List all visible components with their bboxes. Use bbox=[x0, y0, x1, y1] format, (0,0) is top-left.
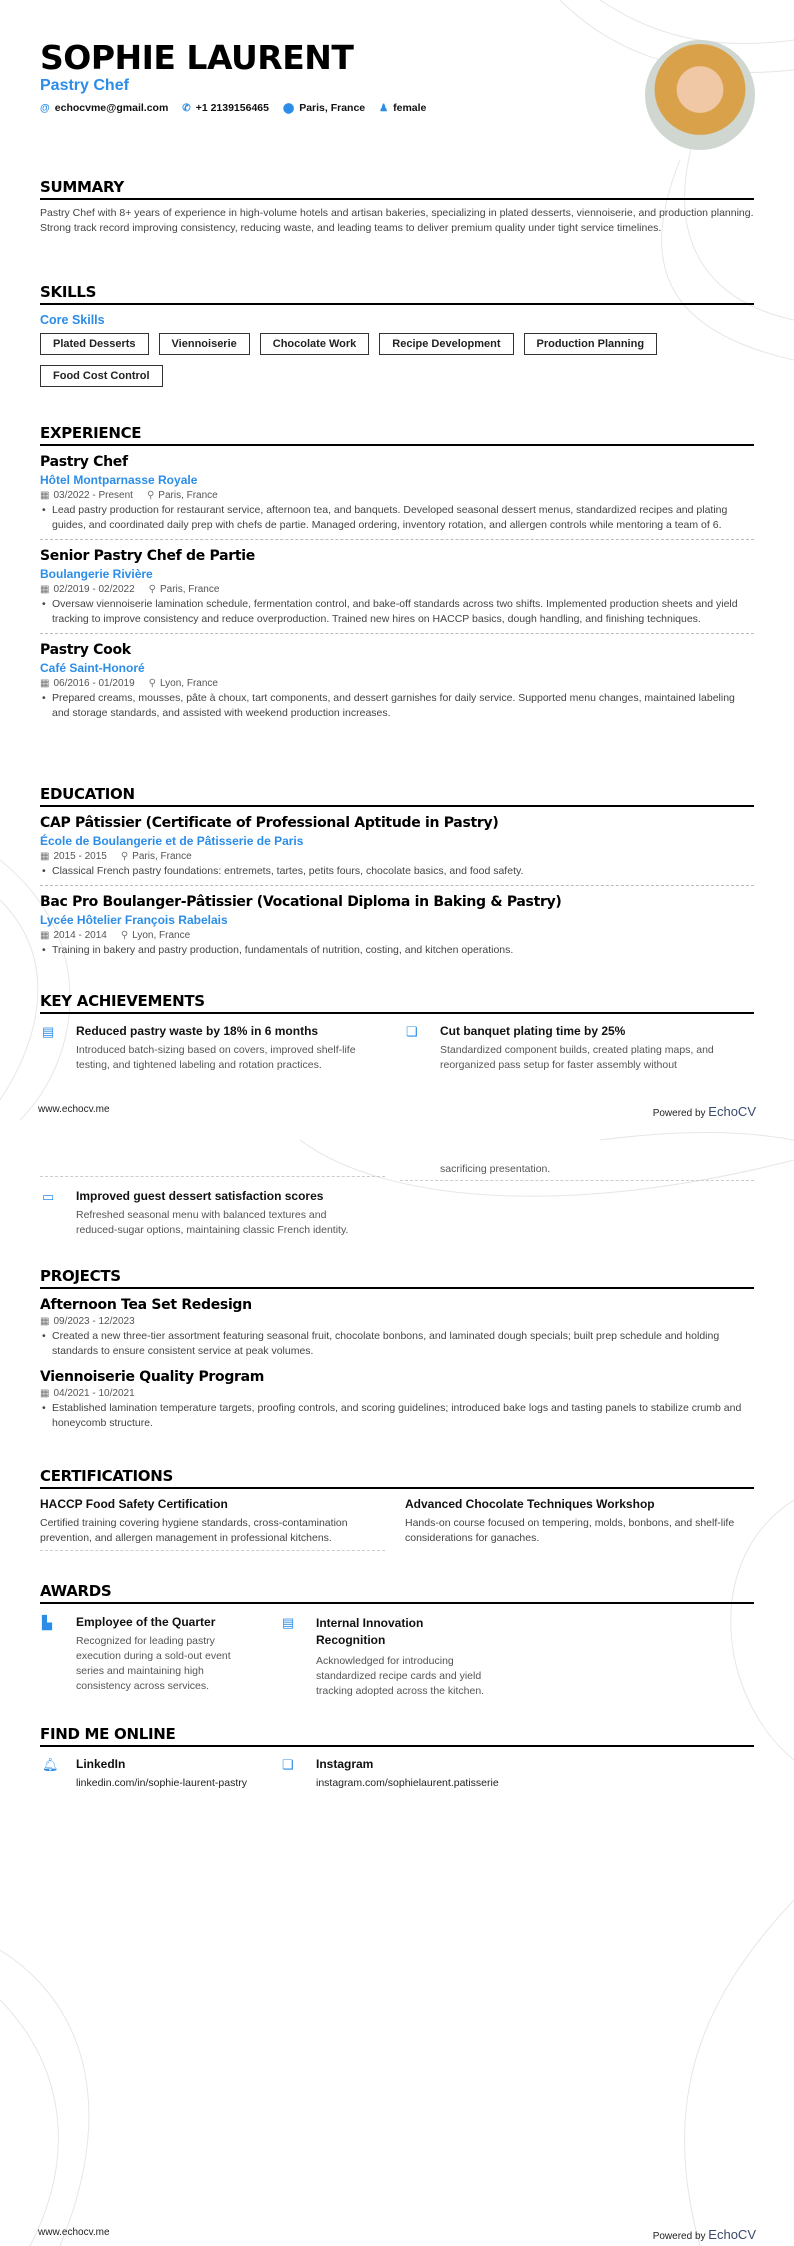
divider bbox=[40, 1176, 385, 1177]
section-heading: SUMMARY bbox=[40, 178, 754, 200]
achievement-item bbox=[40, 1189, 370, 1238]
calendar-icon: ▦ bbox=[40, 584, 50, 595]
candidate-name: SOPHIE LAURENT bbox=[40, 38, 354, 77]
location-icon: ⚲ bbox=[148, 678, 156, 689]
awards-section bbox=[40, 1582, 754, 1604]
project-description: • Established lamination temperature targets, proofing controls, and scoring guidelines; introduced bake logs and tasting panels to stabilize crumb and honeycomb structure. bbox=[40, 1401, 754, 1431]
online-title: Instagram bbox=[316, 1757, 374, 1771]
location: Paris, France bbox=[158, 490, 218, 501]
skill-tag: Plated Desserts bbox=[40, 333, 149, 355]
award-title: Internal Innovation Recognition bbox=[316, 1616, 424, 1647]
chat-icon: ❏ bbox=[406, 1024, 418, 1039]
award-item bbox=[280, 1615, 490, 1699]
section-heading: KEY ACHIEVEMENTS bbox=[40, 992, 754, 1014]
section-heading: SKILLS bbox=[40, 283, 754, 305]
calendar-icon: ▦ bbox=[40, 930, 50, 941]
bell-icon: 🔔︎ bbox=[42, 1757, 59, 1772]
project-entry bbox=[40, 1297, 754, 1365]
job-title: Senior Pastry Chef de Partie bbox=[40, 548, 255, 564]
job-description: • Prepared creams, mousses, pâte à choux, tart components, and dessert garnishes for daily service. Supported menu changes, maintained labeling and storage standards, and assisted with weekend production increases. bbox=[40, 691, 754, 721]
email[interactable]: echocvme@gmail.com bbox=[54, 102, 169, 114]
footer-site[interactable]: www.echocv.me bbox=[38, 1104, 110, 1115]
profile-photo bbox=[645, 40, 755, 150]
experience-section bbox=[40, 424, 754, 735]
powered-by: Powered by bbox=[652, 2231, 706, 2242]
job-entry bbox=[40, 548, 754, 634]
section-heading: FIND ME ONLINE bbox=[40, 1725, 754, 1747]
education-description: • Training in bakery and pastry production, fundamentals of nutrition, costing, and kitchen operations. bbox=[40, 943, 754, 958]
award-item bbox=[40, 1615, 250, 1694]
skill-tag: Recipe Development bbox=[379, 333, 513, 355]
job-entry bbox=[40, 642, 754, 727]
online-url[interactable]: linkedin.com/in/sophie-laurent-pastry bbox=[76, 1777, 247, 1789]
online-item bbox=[40, 1757, 250, 1791]
skill-tag: Production Planning bbox=[524, 333, 658, 355]
location: Lyon, France bbox=[132, 930, 191, 941]
job-title: Pastry Chef bbox=[40, 454, 128, 470]
degree: CAP Pâtissier (Certificate of Professional Aptitude in Pastry) bbox=[40, 815, 499, 831]
section-heading: EDUCATION bbox=[40, 785, 754, 807]
phone[interactable]: +1 2139156465 bbox=[195, 102, 269, 114]
calendar-icon: ▤ bbox=[42, 1024, 55, 1039]
project-title: Viennoiserie Quality Program bbox=[40, 1369, 265, 1385]
skill-group-label: Core Skills bbox=[40, 313, 105, 327]
section-heading: CERTIFICATIONS bbox=[40, 1467, 754, 1489]
section-heading: EXPERIENCE bbox=[40, 424, 754, 446]
page-footer bbox=[38, 2227, 756, 2242]
company: Café Saint-Honoré bbox=[40, 661, 145, 675]
dates: 04/2021 - 10/2021 bbox=[53, 1388, 135, 1399]
document-icon: ▙ bbox=[42, 1615, 52, 1630]
person-icon: ♟ bbox=[379, 103, 389, 114]
location-icon: ⚲ bbox=[146, 490, 155, 501]
online-title: LinkedIn bbox=[76, 1757, 126, 1771]
job-description: • Lead pastry production for restaurant service, afternoon tea, and banquets. Developed seasonal dessert menus, standardized recipes and plating guides, and coordinated daily prep with chefs de partie. Managed ordering, inventory rotation, and allergen controls while mentoring a team of 6. bbox=[40, 503, 754, 533]
achievement-description: Standardized component builds, created plating maps, and reorganized pass setup for faster assembly without bbox=[440, 1044, 714, 1071]
skills-section bbox=[40, 283, 754, 387]
education-entry bbox=[40, 894, 754, 964]
project-entry bbox=[40, 1369, 754, 1437]
calendar-icon: ▦ bbox=[40, 678, 50, 689]
projects-section bbox=[40, 1267, 754, 1445]
online-item bbox=[280, 1757, 540, 1791]
calendar-icon: ▦ bbox=[40, 851, 50, 862]
education-section bbox=[40, 785, 754, 972]
divider bbox=[400, 1180, 754, 1181]
project-description: • Created a new three-tier assortment featuring seasonal fruit, chocolate bonbons, and laminated dough specials; built prep schedule and holding standards to ensure consistent service at peak volumes. bbox=[40, 1329, 754, 1359]
skill-tag: Chocolate Work bbox=[260, 333, 370, 355]
job-title: Pastry Chef bbox=[40, 77, 129, 94]
page-footer bbox=[38, 1104, 756, 1119]
certification-title: Advanced Chocolate Techniques Workshop bbox=[405, 1497, 655, 1511]
achievement-title: Reduced pastry waste by 18% in 6 months bbox=[76, 1024, 319, 1038]
certifications-section bbox=[40, 1467, 754, 1551]
achievement-description: Introduced batch-sizing based on covers, improved shelf-life testing, and tightened labeling and rotation practices. bbox=[76, 1044, 356, 1071]
chat-icon: ❏ bbox=[282, 1757, 294, 1772]
location-icon: ⚲ bbox=[120, 930, 129, 941]
award-description: Acknowledged for introducing standardized recipe cards and yield tracking adopted across the kitchen. bbox=[316, 1655, 485, 1697]
skill-tag: Viennoiserie bbox=[159, 333, 250, 355]
skill-tag: Food Cost Control bbox=[40, 365, 163, 387]
degree: Bac Pro Boulanger-Pâtissier (Vocational Diploma in Baking & Pastry) bbox=[40, 894, 562, 910]
project-title: Afternoon Tea Set Redesign bbox=[40, 1297, 252, 1313]
achievement-title: Cut banquet plating time by 25% bbox=[440, 1024, 626, 1038]
achievement-title: Improved guest dessert satisfaction scores bbox=[76, 1189, 324, 1203]
calendar-icon: ▦ bbox=[40, 490, 50, 501]
calendar-icon: ▦ bbox=[40, 1388, 50, 1399]
gender: female bbox=[393, 102, 427, 114]
job-description: • Oversaw viennoiserie lamination schedule, fermentation control, and bake-off standards across two shifts. Implemented production sheets and yield tracking to improve consistency and reduce overproduction. Trained new hires on HACCP basics, dough handling, and finishing techniques. bbox=[40, 597, 754, 627]
location-icon: ⚲ bbox=[120, 851, 129, 862]
section-heading: AWARDS bbox=[40, 1582, 754, 1604]
dates: 02/2019 - 02/2022 bbox=[53, 584, 135, 595]
certification-title: HACCP Food Safety Certification bbox=[40, 1497, 228, 1511]
dates: 06/2016 - 01/2019 bbox=[53, 678, 135, 689]
skill-tags bbox=[40, 333, 754, 387]
certification-item bbox=[40, 1497, 385, 1551]
company: Boulangerie Rivière bbox=[40, 567, 153, 581]
brand-logo: EchoCV bbox=[708, 1104, 756, 1119]
email-icon: @ bbox=[40, 103, 50, 114]
dates: 09/2023 - 12/2023 bbox=[53, 1316, 135, 1327]
online-url[interactable]: instagram.com/sophielaurent.patisserie bbox=[316, 1777, 499, 1789]
achievement-item bbox=[404, 1024, 734, 1073]
certification-description: Certified training covering hygiene standards, cross-contamination prevention, and allergen management in professional kitchens. bbox=[40, 1517, 348, 1544]
job-entry bbox=[40, 454, 754, 540]
dates: 03/2022 - Present bbox=[53, 490, 133, 501]
calendar-icon: ▦ bbox=[40, 1316, 50, 1327]
card-icon: ▭ bbox=[42, 1189, 55, 1204]
achievement-description-continued: sacrificing presentation. bbox=[440, 1163, 551, 1175]
certification-description: Hands-on course focused on tempering, molds, bonbons, and shelf-life considerations for ganaches. bbox=[405, 1517, 735, 1544]
dates: 2015 - 2015 bbox=[53, 851, 107, 862]
phone-icon: ✆ bbox=[182, 103, 191, 114]
location-icon: ⬤ bbox=[282, 103, 295, 114]
section-heading: PROJECTS bbox=[40, 1267, 754, 1289]
company: Hôtel Montparnasse Royale bbox=[40, 473, 198, 487]
location: Paris, France bbox=[159, 584, 220, 595]
achievements-section bbox=[40, 992, 754, 1014]
education-entry bbox=[40, 815, 754, 886]
online-section bbox=[40, 1725, 754, 1747]
certification-item bbox=[405, 1497, 754, 1551]
award-title: Employee of the Quarter bbox=[76, 1615, 216, 1629]
achievement-description: Refreshed seasonal menu with balanced textures and reduced-sugar options, maintaining classic French identity. bbox=[76, 1209, 349, 1236]
job-title: Pastry Cook bbox=[40, 642, 131, 658]
education-description: • Classical French pastry foundations: entremets, tartes, petits fours, chocolate basics, and food safety. bbox=[40, 864, 754, 879]
powered-by: Powered by bbox=[652, 1108, 706, 1119]
school: École de Boulangerie et de Pâtisserie de Paris bbox=[40, 834, 304, 848]
school: Lycée Hôtelier François Rabelais bbox=[40, 913, 228, 927]
location: Paris, France bbox=[299, 102, 366, 114]
location: Paris, France bbox=[132, 851, 192, 862]
location-icon: ⚲ bbox=[148, 584, 156, 595]
summary-text: Pastry Chef with 8+ years of experience in high-volume hotels and artisan bakeries, specializing in plated desserts, viennoiserie, and production planning. Strong track record improving consistency, reducing waste, and leading teams to deliver premium quality under tight service timelines. bbox=[40, 207, 754, 234]
brand-logo: EchoCV bbox=[708, 2227, 756, 2242]
dates: 2014 - 2014 bbox=[53, 930, 107, 941]
footer-site[interactable]: www.echocv.me bbox=[38, 2227, 110, 2238]
summary-section bbox=[40, 178, 754, 236]
achievement-item bbox=[40, 1024, 370, 1073]
award-description: Recognized for leading pastry execution during a sold-out event series and maintaining high consistency across services. bbox=[76, 1635, 231, 1692]
calendar-icon: ▤ bbox=[282, 1615, 295, 1630]
location: Lyon, France bbox=[159, 678, 218, 689]
